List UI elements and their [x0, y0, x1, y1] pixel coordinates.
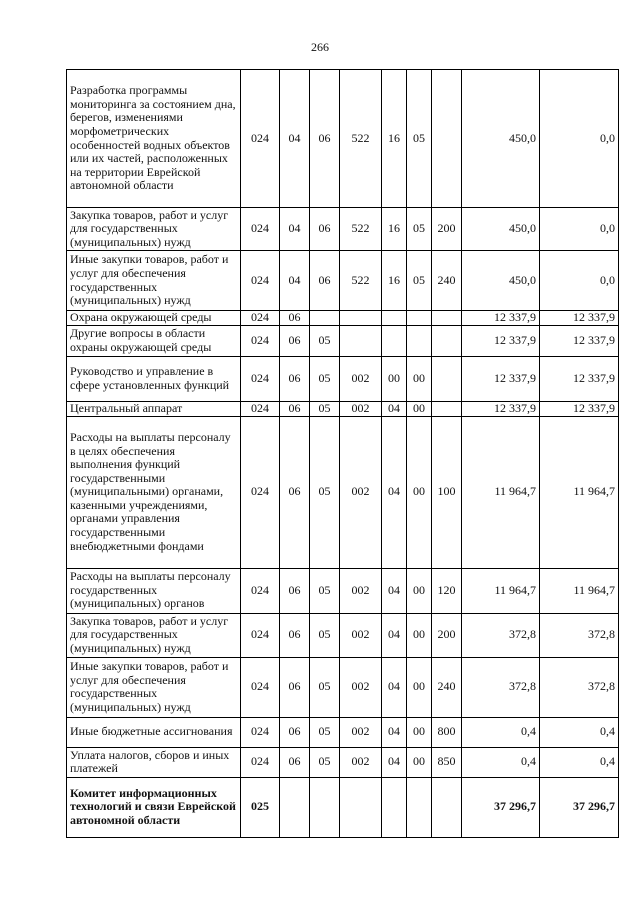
row-name-cell: Закупка товаров, работ и услуг для государственных (муниципальных) нужд: [67, 208, 241, 251]
target-article-part3-cell: 00: [407, 357, 432, 402]
target-article-part1-cell: 002: [340, 613, 382, 657]
row-name-cell: Комитет информационных технологий и связи Еврейской автономной области: [67, 777, 241, 837]
table-row: [67, 326, 619, 357]
target-article-part1-cell: 002: [340, 402, 382, 417]
ministry-code-cell: 024: [241, 568, 280, 613]
amount-year2-cell: 372,8: [540, 657, 619, 717]
section-code-cell: 06: [280, 717, 310, 747]
table-row: [67, 568, 619, 613]
table-row: [67, 70, 619, 208]
row-name-cell: Уплата налогов, сборов и иных платежей: [67, 747, 241, 777]
target-article-part1-cell: 002: [340, 747, 382, 777]
table-row: [67, 402, 619, 417]
subsection-code-cell: 05: [310, 613, 340, 657]
table-row: [67, 747, 619, 777]
target-article-part3-cell: [407, 326, 432, 357]
ministry-code-cell: 024: [241, 613, 280, 657]
amount-year2-cell: 12 337,9: [540, 311, 619, 326]
expense-type-cell: [432, 357, 462, 402]
expense-type-cell: 240: [432, 251, 462, 311]
section-code-cell: 04: [280, 208, 310, 251]
amount-year1-cell: 372,8: [462, 657, 540, 717]
target-article-part3-cell: 00: [407, 613, 432, 657]
row-name-cell: Расходы на выплаты персоналу государственных (муниципальных) органов: [67, 568, 241, 613]
row-name-cell: Иные закупки товаров, работ и услуг для обеспечения государственных (муниципальных) нужд: [67, 657, 241, 717]
target-article-part1-cell: 002: [340, 357, 382, 402]
ministry-code-cell: 024: [241, 657, 280, 717]
target-article-part1-cell: 002: [340, 416, 382, 568]
target-article-part2-cell: [382, 311, 407, 326]
subsection-code-cell: 05: [310, 717, 340, 747]
amount-year2-cell: 12 337,9: [540, 357, 619, 402]
section-code-cell: 06: [280, 311, 310, 326]
target-article-part3-cell: 00: [407, 747, 432, 777]
row-name-cell: Расходы на выплаты персоналу в целях обеспечения выполнения функций государственными (муниципальными) органами, казенными учреждениями, органами управления государственными внебюджетными фондами: [67, 416, 241, 568]
amount-year1-cell: 12 337,9: [462, 402, 540, 417]
target-article-part1-cell: [340, 326, 382, 357]
target-article-part2-cell: 04: [382, 402, 407, 417]
expense-type-cell: [432, 70, 462, 208]
table-row: [67, 311, 619, 326]
subsection-code-cell: 06: [310, 70, 340, 208]
section-code-cell: 06: [280, 402, 310, 417]
amount-year1-cell: 11 964,7: [462, 416, 540, 568]
target-article-part2-cell: 04: [382, 717, 407, 747]
section-code-cell: 06: [280, 416, 310, 568]
subsection-code-cell: 05: [310, 747, 340, 777]
budget-table-body: [67, 70, 619, 838]
target-article-part2-cell: [382, 326, 407, 357]
target-article-part2-cell: 04: [382, 568, 407, 613]
row-name-cell: Другие вопросы в области охраны окружающей среды: [67, 326, 241, 357]
amount-year1-cell: 450,0: [462, 70, 540, 208]
section-code-cell: 06: [280, 747, 310, 777]
target-article-part1-cell: 522: [340, 70, 382, 208]
ministry-code-cell: 024: [241, 357, 280, 402]
target-article-part2-cell: 04: [382, 657, 407, 717]
amount-year2-cell: 0,0: [540, 70, 619, 208]
target-article-part3-cell: 00: [407, 657, 432, 717]
target-article-part3-cell: [407, 777, 432, 837]
expense-type-cell: 100: [432, 416, 462, 568]
ministry-code-cell: 025: [241, 777, 280, 837]
ministry-code-cell: 024: [241, 416, 280, 568]
target-article-part3-cell: 00: [407, 717, 432, 747]
subsection-code-cell: 06: [310, 251, 340, 311]
section-code-cell: 06: [280, 568, 310, 613]
amount-year2-cell: 11 964,7: [540, 568, 619, 613]
amount-year1-cell: 37 296,7: [462, 777, 540, 837]
target-article-part1-cell: 002: [340, 657, 382, 717]
row-name-cell: Закупка товаров, работ и услуг для государственных (муниципальных) нужд: [67, 613, 241, 657]
amount-year2-cell: 0,4: [540, 717, 619, 747]
target-article-part1-cell: 522: [340, 208, 382, 251]
target-article-part2-cell: 04: [382, 416, 407, 568]
ministry-code-cell: 024: [241, 747, 280, 777]
ministry-code-cell: 024: [241, 717, 280, 747]
page-number: 266: [311, 40, 329, 54]
target-article-part3-cell: 05: [407, 208, 432, 251]
row-name-cell: Центральный аппарат: [67, 402, 241, 417]
target-article-part1-cell: [340, 777, 382, 837]
table-row: [67, 777, 619, 837]
table-row: [67, 717, 619, 747]
row-name-cell: Разработка программы мониторинга за состоянием дна, берегов, изменениями морфометрических особенностей водных объектов или их частей, расположенных на территории Еврейской автономной области: [67, 70, 241, 208]
table-row: [67, 613, 619, 657]
amount-year1-cell: 0,4: [462, 717, 540, 747]
target-article-part1-cell: 002: [340, 717, 382, 747]
section-code-cell: 06: [280, 613, 310, 657]
ministry-code-cell: 024: [241, 311, 280, 326]
subsection-code-cell: 05: [310, 568, 340, 613]
target-article-part3-cell: 00: [407, 568, 432, 613]
amount-year2-cell: 11 964,7: [540, 416, 619, 568]
amount-year1-cell: 450,0: [462, 208, 540, 251]
amount-year2-cell: 0,0: [540, 251, 619, 311]
amount-year1-cell: 12 337,9: [462, 357, 540, 402]
target-article-part3-cell: [407, 311, 432, 326]
ministry-code-cell: 024: [241, 251, 280, 311]
table-row: [67, 416, 619, 568]
subsection-code-cell: 05: [310, 416, 340, 568]
section-code-cell: 04: [280, 251, 310, 311]
ministry-code-cell: 024: [241, 402, 280, 417]
target-article-part1-cell: [340, 311, 382, 326]
target-article-part2-cell: [382, 777, 407, 837]
amount-year2-cell: 372,8: [540, 613, 619, 657]
expense-type-cell: 200: [432, 613, 462, 657]
amount-year1-cell: 0,4: [462, 747, 540, 777]
table-row: [67, 357, 619, 402]
target-article-part1-cell: 002: [340, 568, 382, 613]
amount-year2-cell: 0,4: [540, 747, 619, 777]
ministry-code-cell: 024: [241, 70, 280, 208]
expense-type-cell: 850: [432, 747, 462, 777]
target-article-part2-cell: 04: [382, 747, 407, 777]
subsection-code-cell: 05: [310, 402, 340, 417]
target-article-part3-cell: 00: [407, 402, 432, 417]
row-name-cell: Иные бюджетные ассигнования: [67, 717, 241, 747]
table-row: [67, 208, 619, 251]
target-article-part3-cell: 00: [407, 416, 432, 568]
target-article-part2-cell: 16: [382, 251, 407, 311]
expense-type-cell: [432, 777, 462, 837]
section-code-cell: 06: [280, 357, 310, 402]
expense-type-cell: 800: [432, 717, 462, 747]
amount-year1-cell: 12 337,9: [462, 326, 540, 357]
section-code-cell: [280, 777, 310, 837]
target-article-part2-cell: 00: [382, 357, 407, 402]
row-name-cell: Охрана окружающей среды: [67, 311, 241, 326]
subsection-code-cell: 06: [310, 208, 340, 251]
budget-table: [66, 69, 619, 838]
row-name-cell: Иные закупки товаров, работ и услуг для обеспечения государственных (муниципальных) нужд: [67, 251, 241, 311]
amount-year1-cell: 12 337,9: [462, 311, 540, 326]
ministry-code-cell: 024: [241, 326, 280, 357]
subsection-code-cell: [310, 311, 340, 326]
target-article-part3-cell: 05: [407, 70, 432, 208]
amount-year1-cell: 372,8: [462, 613, 540, 657]
subsection-code-cell: 05: [310, 326, 340, 357]
amount-year1-cell: 11 964,7: [462, 568, 540, 613]
subsection-code-cell: 05: [310, 357, 340, 402]
section-code-cell: 06: [280, 326, 310, 357]
amount-year2-cell: 12 337,9: [540, 326, 619, 357]
target-article-part2-cell: 16: [382, 70, 407, 208]
target-article-part1-cell: 522: [340, 251, 382, 311]
amount-year2-cell: 37 296,7: [540, 777, 619, 837]
table-row: [67, 657, 619, 717]
row-name-cell: Руководство и управление в сфере установленных функций: [67, 357, 241, 402]
expense-type-cell: [432, 402, 462, 417]
expense-type-cell: [432, 326, 462, 357]
subsection-code-cell: 05: [310, 657, 340, 717]
subsection-code-cell: [310, 777, 340, 837]
amount-year2-cell: 12 337,9: [540, 402, 619, 417]
section-code-cell: 04: [280, 70, 310, 208]
expense-type-cell: 120: [432, 568, 462, 613]
expense-type-cell: [432, 311, 462, 326]
expense-type-cell: 200: [432, 208, 462, 251]
table-row: [67, 251, 619, 311]
expense-type-cell: 240: [432, 657, 462, 717]
ministry-code-cell: 024: [241, 208, 280, 251]
section-code-cell: 06: [280, 657, 310, 717]
target-article-part2-cell: 04: [382, 613, 407, 657]
target-article-part2-cell: 16: [382, 208, 407, 251]
target-article-part3-cell: 05: [407, 251, 432, 311]
amount-year2-cell: 0,0: [540, 208, 619, 251]
amount-year1-cell: 450,0: [462, 251, 540, 311]
